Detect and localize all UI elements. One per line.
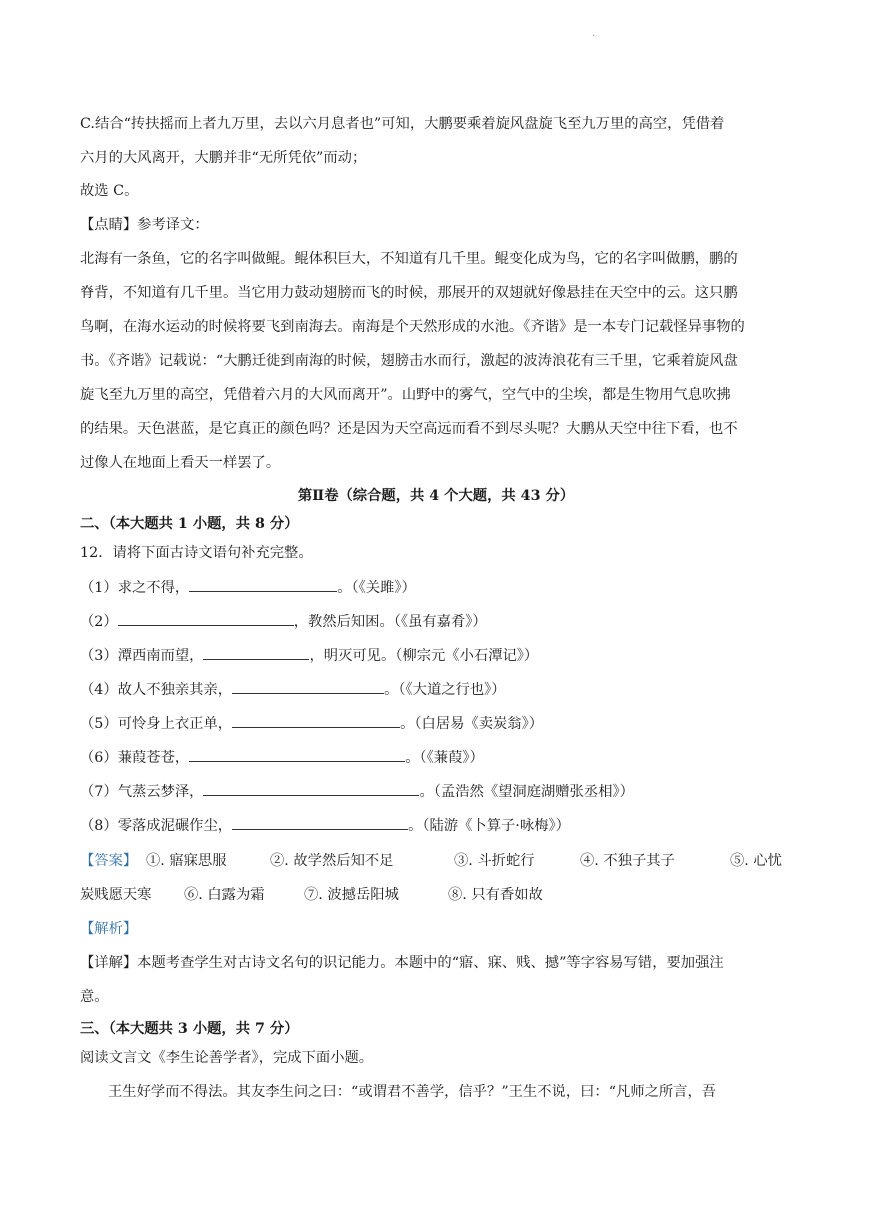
fill-item-2: [80, 611, 792, 632]
item-prefix: （1）求之不得，: [80, 580, 190, 596]
blank-line: [232, 713, 400, 728]
fill-item-5: [80, 713, 792, 734]
volume-title: 第Ⅱ卷（综合题，共 4 个大题，共 43 分）: [297, 488, 575, 504]
blank-line: [118, 611, 294, 626]
blank-line: [203, 645, 309, 660]
passage-line: 王生好学而不得法。其友李生问之曰：“或谓君不善学，信乎？”王生不说，曰：“凡师之所言，吾: [108, 1084, 717, 1100]
answer-item: ①. 寤寐思服: [146, 853, 227, 869]
answer-line-2: [80, 885, 792, 905]
dianjing-label: 【点睛】参考译文：: [80, 217, 209, 233]
section-2-title: 二、（本大题共 1 小题，共 8 分）: [80, 516, 299, 532]
answer-item: ③. 斗折蛇行: [454, 853, 535, 869]
blank-line: [189, 747, 405, 762]
translation-line: 的结果。天色湛蓝，是它真正的颜色吗？还是因为天空高远而看不到尽头呢？大鹏从天空中往下看，也不: [80, 421, 738, 437]
item-suffix: 。（陆游《卜算子·咏梅》）: [408, 818, 570, 834]
item-suffix: ，明灭可见。（柳宗元《小石潭记》）: [309, 648, 539, 664]
fill-item-8: [80, 815, 792, 836]
item-suffix: ，教然后知困。（《虽有嘉肴》）: [293, 614, 487, 630]
answer-item: ⑤. 心忧: [730, 853, 782, 869]
translation-line: 鸟啊，在海水运动的时候将要飞到南海去。南海是个天然形成的水池。《齐谐》是一本专门记载怪异事物的: [80, 319, 745, 335]
item-prefix: （8）零落成泥碾作尘，: [80, 818, 233, 834]
blank-line: [189, 577, 337, 592]
answer-label: 【答案】: [80, 853, 138, 869]
translation-line: 过像人在地面上看天一样罢了。: [80, 455, 281, 471]
item-prefix: （6）蒹葭苍苍，: [80, 750, 190, 766]
reading-prompt: 阅读文言文《李生论善学者》，完成下面小题。: [80, 1050, 374, 1066]
item-prefix: （7）气蒸云梦泽，: [80, 784, 204, 800]
answer-item: ④. 不独子其子: [580, 853, 675, 869]
answer-item: ⑧. 只有香如故: [448, 887, 543, 903]
answer-item: ⑦. 波撼岳阳城: [304, 887, 399, 903]
item-prefix: （5）可怜身上衣正单，: [80, 716, 233, 732]
option-c-line2: 六月的大风离开，大鹏并非“无所凭依”而动；: [80, 150, 367, 166]
fill-item-4: [80, 679, 792, 700]
option-c-line1: C.结合“抟扶摇而上者九万里，去以六月息者也”可知，大鹏要乘着旋风盘旋飞至九万里的高空，凭借着: [80, 116, 725, 132]
item-suffix: 。（《大道之行也》）: [384, 682, 506, 698]
fill-item-3: [80, 645, 792, 666]
answer-item: ②. 故学然后知不足: [270, 853, 394, 869]
answer-item: 炭贱愿天寒: [80, 887, 152, 903]
choice-line: 故选 C。: [80, 183, 139, 199]
fill-item-7: [80, 781, 792, 802]
item-suffix: 。（白居易《卖炭翁》）: [400, 716, 544, 732]
translation-line: 北海有一条鱼，它的名字叫做鲲。鲲体积巨大，不知道有几千里。鲲变化成为鸟，它的名字叫做鹏，鹏的: [80, 251, 738, 267]
fill-item-1: [80, 577, 792, 598]
blank-line: [232, 815, 408, 830]
blank-line: [203, 781, 419, 796]
translation-line: 书。《齐谐》记载说：“大鹏迁徙到南海的时候，翅膀击水而行，激起的波涛浪花有三千里，它乘着旋风盘: [80, 353, 738, 369]
answer-line-1: [80, 851, 792, 871]
section-3-title: 三、（本大题共 3 小题，共 7 分）: [80, 1021, 299, 1037]
detail-line1: 【详解】本题考查学生对古诗文名句的识记能力。本题中的“寤、寐、贱、撼”等字容易写错，要加强注: [80, 955, 724, 971]
item-suffix: 。（《关雎》）: [337, 580, 416, 596]
item-suffix: 。（《蒹葭》）: [405, 750, 484, 766]
fill-item-6: [80, 747, 792, 768]
analysis-label: 【解析】: [80, 921, 138, 937]
item-suffix: 。（孟浩然《望洞庭湖赠张丞相》）: [419, 784, 634, 800]
translation-line: 旋飞至九万里的高空，凭借着六月的大风而离开”。山野中的雾气，空气中的尘埃，都是生物用气息吹拂: [80, 387, 731, 403]
detail-line2: 意。: [80, 989, 109, 1005]
translation-line: 脊背，不知道有几千里。当它用力鼓动翅膀而飞的时候，那展开的双翅就好像悬挂在天空中的云。这只鹏: [80, 285, 738, 301]
blank-line: [232, 679, 384, 694]
answer-item: ⑥. 白露为霜: [184, 887, 265, 903]
item-prefix: （4）故人不独亲其亲，: [80, 682, 233, 698]
question-12: 12．请将下面古诗文语句补充完整。: [80, 545, 313, 561]
item-prefix: （3）潭西南而望，: [80, 648, 204, 664]
page-dot: .: [592, 28, 596, 39]
item-prefix: （2）: [80, 614, 118, 630]
